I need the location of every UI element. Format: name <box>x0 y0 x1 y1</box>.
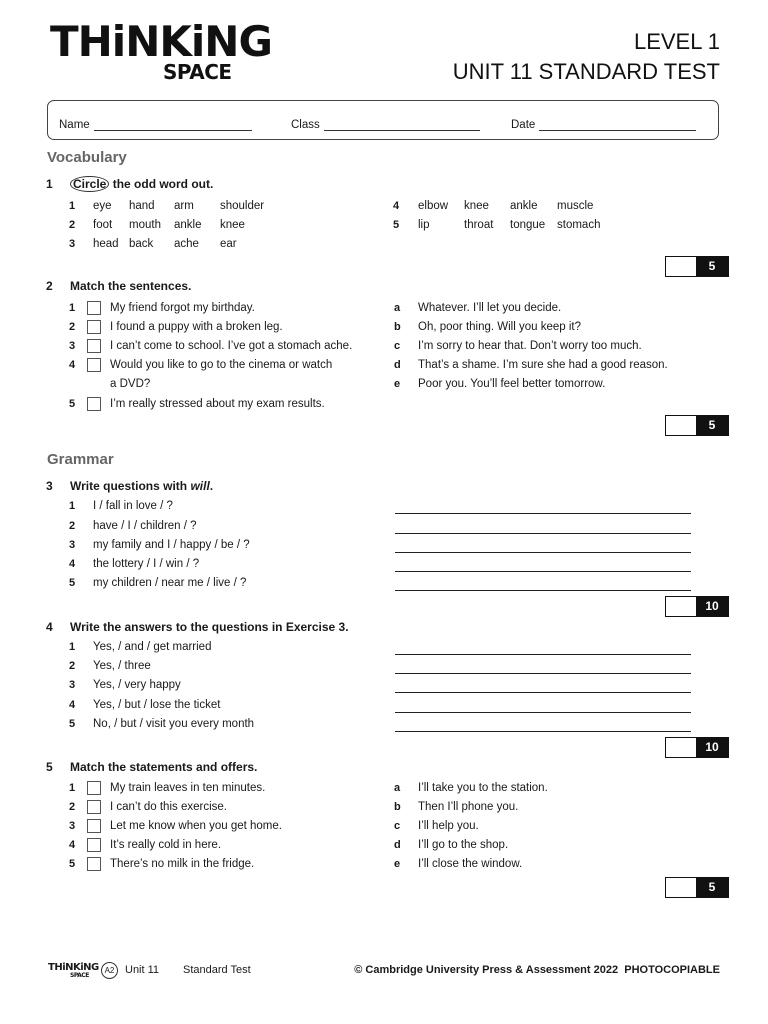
answer-checkbox[interactable] <box>87 819 101 833</box>
answer-line[interactable] <box>395 712 691 713</box>
item-number: 3 <box>69 679 76 691</box>
level-heading: LEVEL 1 <box>633 29 720 54</box>
statement-text: I can’t do this exercise. <box>110 801 227 813</box>
prompt-text: Yes, / very happy <box>93 679 181 691</box>
answer-letter: e <box>394 858 401 870</box>
response-text: I’ll close the window. <box>418 858 523 870</box>
answer-letter: d <box>394 839 401 851</box>
response-text: I’ll go to the shop. <box>418 839 509 851</box>
item-number: 3 <box>69 539 76 551</box>
footer-copyright: © Cambridge University Press & Assessment 2022 PHOTOCOPIABLE <box>354 964 720 976</box>
answer-line[interactable] <box>395 533 691 534</box>
answer-line[interactable] <box>395 571 691 572</box>
word-option[interactable]: back <box>129 238 154 250</box>
answer-checkbox[interactable] <box>87 339 101 353</box>
statement-text-cont: a DVD? <box>110 378 151 390</box>
footer-logo: THiNKiNG SPACE <box>48 962 99 979</box>
prompt-text: No, / but / visit you every month <box>93 718 255 730</box>
item-number: 4 <box>69 839 76 851</box>
item-number: 5 <box>69 718 76 730</box>
score-box[interactable] <box>665 415 729 436</box>
section-grammar: Grammar <box>47 451 114 468</box>
word-option[interactable]: shoulder <box>220 200 265 212</box>
class-label: Class <box>291 119 320 131</box>
item-number: 5 <box>69 398 76 410</box>
word-option[interactable]: hand <box>129 200 155 212</box>
exercise-number: 4 <box>46 620 53 634</box>
level-badge: A2 <box>101 962 118 979</box>
word-option[interactable]: ankle <box>510 200 538 212</box>
answer-line[interactable] <box>395 513 691 514</box>
prompt-text: my children / near me / live / ? <box>93 577 247 589</box>
statement-text: I can’t come to school. I’ve got a stomach ache. <box>110 340 353 352</box>
name-field[interactable] <box>59 118 252 131</box>
response-text: I’m sorry to hear that. Don’t worry too much. <box>418 340 642 352</box>
statement-text: It’s really cold in here. <box>110 839 222 851</box>
score-box[interactable] <box>665 596 729 617</box>
word-option[interactable]: ear <box>220 238 237 250</box>
answer-line[interactable] <box>395 552 691 553</box>
response-text: Then I’ll phone you. <box>418 801 519 813</box>
prompt-text: I / fall in love / ? <box>93 500 173 512</box>
class-line[interactable] <box>324 118 480 131</box>
answer-line[interactable] <box>395 654 691 655</box>
statement-text: I found a puppy with a broken leg. <box>110 321 283 333</box>
item-number: 1 <box>69 200 76 212</box>
item-number: 4 <box>69 558 76 570</box>
word-option[interactable]: stomach <box>557 219 601 231</box>
class-field[interactable] <box>291 118 480 131</box>
answer-checkbox[interactable] <box>87 838 101 852</box>
answer-line[interactable] <box>395 731 691 732</box>
word-option[interactable]: muscle <box>557 200 594 212</box>
answer-letter: d <box>394 359 401 371</box>
statement-text: Would you like to go to the cinema or watch <box>110 359 333 371</box>
item-number: 4 <box>69 359 76 371</box>
exercise-title: Match the sentences. <box>70 279 192 293</box>
statement-text: I’m really stressed about my exam results. <box>110 398 325 410</box>
answer-letter: b <box>394 321 401 333</box>
exercise-title: Write questions with will. <box>70 479 214 493</box>
score-total: 10 <box>696 597 728 616</box>
prompt-text: Yes, / and / get married <box>93 641 212 653</box>
item-number: 3 <box>69 340 76 352</box>
score-total: 5 <box>696 257 728 276</box>
answer-letter: c <box>394 340 401 352</box>
score-total: 10 <box>696 738 728 757</box>
answer-checkbox[interactable] <box>87 857 101 871</box>
prompt-text: have / I / children / ? <box>93 520 197 532</box>
item-number: 2 <box>69 219 76 231</box>
answer-checkbox[interactable] <box>87 781 101 795</box>
item-number: 4 <box>69 699 76 711</box>
word-option[interactable]: ache <box>174 238 199 250</box>
word-option[interactable]: elbow <box>418 200 449 212</box>
response-text: Whatever. I’ll let you decide. <box>418 302 562 314</box>
response-text: Poor you. You’ll feel better tomorrow. <box>418 378 606 390</box>
item-number: 5 <box>393 219 400 231</box>
exercise-title: Match the statements and offers. <box>70 760 258 774</box>
answer-letter: b <box>394 801 401 813</box>
logo-thinking: THiNKiNG <box>50 17 272 66</box>
statement-text: There’s no milk in the fridge. <box>110 858 255 870</box>
date-label: Date <box>511 119 536 131</box>
answer-line[interactable] <box>395 590 691 591</box>
exercise-title: Circle the odd word out. <box>70 177 213 191</box>
word-option[interactable]: knee <box>464 200 489 212</box>
answer-checkbox[interactable] <box>87 320 101 334</box>
statement-text: Let me know when you get home. <box>110 820 282 832</box>
prompt-text: the lottery / I / win / ? <box>93 558 200 570</box>
word-option[interactable]: foot <box>93 219 113 231</box>
name-label: Name <box>59 119 90 131</box>
item-number: 1 <box>69 641 76 653</box>
response-text: That’s a shame. I’m sure she had a good reason. <box>418 359 668 371</box>
exercise-number: 1 <box>46 177 53 191</box>
word-option[interactable]: arm <box>174 200 194 212</box>
exercise-number: 2 <box>46 279 53 293</box>
word-option[interactable]: head <box>93 238 119 250</box>
item-number: 1 <box>69 782 76 794</box>
word-option[interactable]: ankle <box>174 219 202 231</box>
item-number: 3 <box>69 238 76 250</box>
answer-checkbox[interactable] <box>87 301 101 315</box>
name-line[interactable] <box>94 118 252 131</box>
score-total: 5 <box>696 878 728 897</box>
exercise-title: Write the answers to the questions in Exercise 3. <box>70 620 349 634</box>
word-option[interactable]: lip <box>418 219 430 231</box>
item-number: 2 <box>69 321 76 333</box>
item-number: 5 <box>69 577 76 589</box>
answer-letter: a <box>394 782 401 794</box>
response-text: I’ll take you to the station. <box>418 782 548 794</box>
unit-heading: UNIT 11 STANDARD TEST <box>452 59 720 84</box>
footer-unit: Unit 11 <box>125 964 160 976</box>
answer-line[interactable] <box>395 673 691 674</box>
answer-letter: e <box>394 378 401 390</box>
response-text: Oh, poor thing. Will you keep it? <box>418 321 581 333</box>
answer-checkbox[interactable] <box>87 397 101 411</box>
score-total: 5 <box>696 416 728 435</box>
item-number: 2 <box>69 801 76 813</box>
item-number: 4 <box>393 200 400 212</box>
answer-checkbox[interactable] <box>87 358 101 372</box>
item-number: 1 <box>69 302 76 314</box>
score-box[interactable] <box>665 256 729 277</box>
answer-letter: c <box>394 820 401 832</box>
word-option[interactable]: mouth <box>129 219 161 231</box>
word-option[interactable]: throat <box>464 219 494 231</box>
item-number: 1 <box>69 500 76 512</box>
word-option[interactable]: tongue <box>510 219 546 231</box>
item-number: 3 <box>69 820 76 832</box>
circle-word: Circle <box>70 176 109 192</box>
score-box[interactable] <box>665 737 729 758</box>
statement-text: My friend forgot my birthday. <box>110 302 255 314</box>
section-vocabulary: Vocabulary <box>47 149 127 166</box>
logo-space: SPACE <box>163 60 232 84</box>
prompt-text: my family and I / happy / be / ? <box>93 539 250 551</box>
word-option[interactable]: knee <box>220 219 245 231</box>
date-field[interactable] <box>511 118 696 131</box>
prompt-text: Yes, / three <box>93 660 151 672</box>
score-box[interactable] <box>665 877 729 898</box>
response-text: I’ll help you. <box>418 820 479 832</box>
footer-test: Standard Test <box>183 964 251 976</box>
exercise-number: 3 <box>46 479 53 493</box>
word-option[interactable]: eye <box>93 200 112 212</box>
item-number: 5 <box>69 858 76 870</box>
item-number: 2 <box>69 660 76 672</box>
answer-letter: a <box>394 302 401 314</box>
answer-line[interactable] <box>395 692 691 693</box>
exercise-number: 5 <box>46 760 53 774</box>
answer-checkbox[interactable] <box>87 800 101 814</box>
statement-text: My train leaves in ten minutes. <box>110 782 266 794</box>
date-line[interactable] <box>539 118 696 131</box>
item-number: 2 <box>69 520 76 532</box>
prompt-text: Yes, / but / lose the ticket <box>93 699 221 711</box>
